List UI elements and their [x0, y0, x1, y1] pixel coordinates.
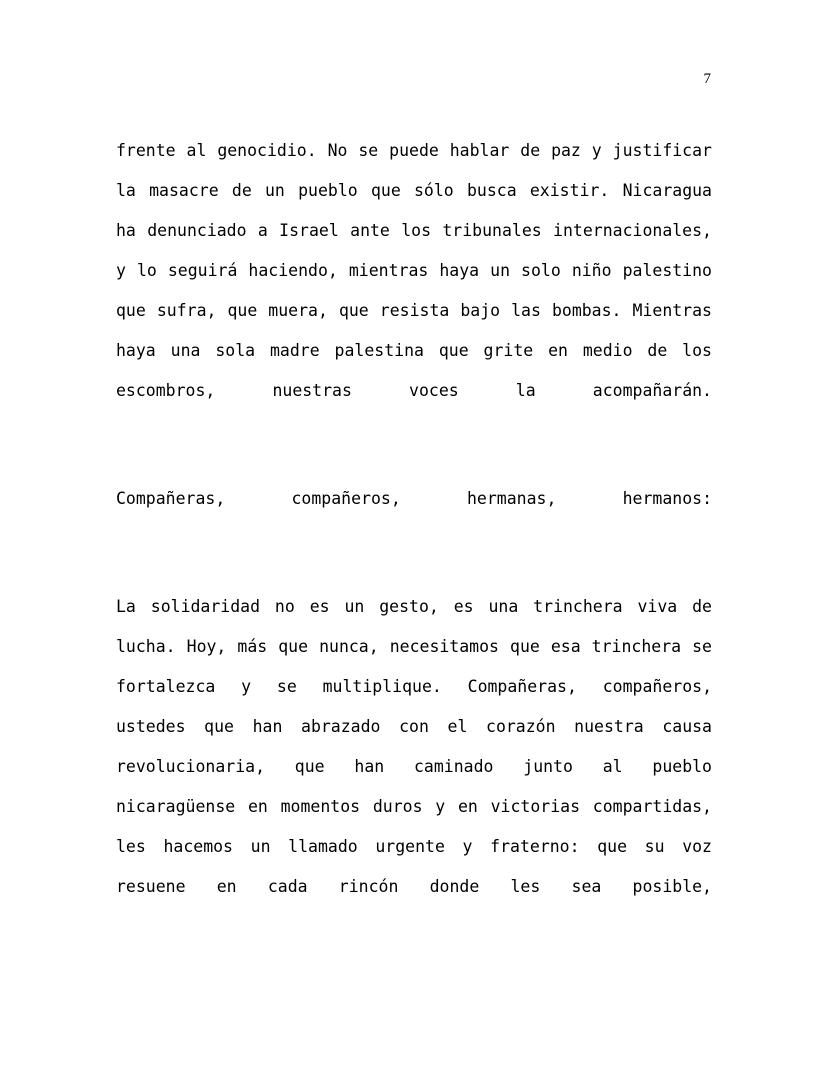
paragraph-2: Compañeras, compañeros, hermanas, hermanos: — [116, 489, 712, 508]
page-number: 7 — [703, 71, 711, 87]
paragraph-3: La solidaridad no es un gesto, es una trinchera viva de lucha. Hoy, más que nunca, necesitamos que esa trinchera se fortalezca y se multiplique. Compañeras, compañeros, ustedes que han abrazado con el corazón nuestra causa revolucionaria, que han caminado junto al pueblo nicaragüense en momentos duros y en victorias compartidas, les hacemos un llamado urgente y fraterno: que su voz resuene en cada rincón donde les sea posible, — [116, 597, 712, 896]
document-body — [116, 131, 712, 947]
paragraph-1: frente al genocidio. No se puede hablar de paz y justificar la masacre de un pueblo que sólo busca existir. Nicaragua ha denunciado a Israel ante los tribunales internacionales, y lo seguirá haciendo, mientras haya un solo niño palestino que sufra, que muera, que resista bajo las bombas. Mientras haya una sola madre palestina que grite en medio de los escombros, nuestras voces la acompañarán. — [116, 141, 712, 400]
